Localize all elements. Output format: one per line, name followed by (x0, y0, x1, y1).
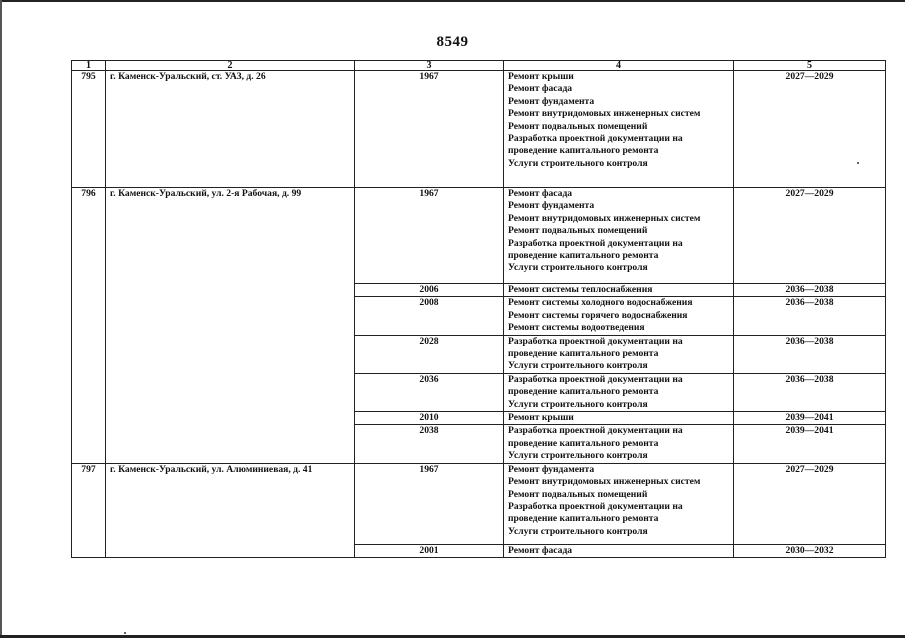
table-body (72, 71, 886, 558)
row-number-cell (72, 284, 106, 297)
works-cell (504, 297, 734, 335)
work-item: проведение капитального ремонта (508, 145, 659, 157)
period-cell: 2027—2029 (734, 71, 886, 188)
row-number-cell: 796 (72, 188, 106, 284)
work-item: Ремонт подвальных помещений (508, 225, 648, 237)
work-item: проведение капитального ремонта (508, 437, 659, 449)
work-item: Ремонт фасада (508, 188, 573, 199)
work-item: Ремонт фундамента (508, 463, 595, 475)
period-cell: 2036—2038 (734, 373, 886, 411)
period-cell: 2030—2032 (734, 544, 886, 557)
work-item: Разработка проектной документации на (508, 335, 683, 347)
work-item: Услуги строительного контроля (508, 450, 648, 462)
address-cell (106, 335, 355, 373)
scan-speck (857, 162, 859, 164)
row-number-cell (72, 297, 106, 335)
year-cell: 2008 (355, 297, 504, 335)
row-number-cell (72, 335, 106, 373)
row-number-cell: 795 (72, 71, 106, 188)
table-row (72, 373, 886, 411)
works-cell (504, 284, 734, 297)
year-cell: 1967 (355, 188, 504, 284)
address-cell: г. Каменск-Уральский, ул. 2-я Рабочая, д. 99 (106, 188, 355, 284)
work-item: Разработка проектной документации на (508, 237, 683, 249)
work-item: проведение капитального ремонта (508, 348, 659, 360)
works-cell (504, 373, 734, 411)
work-item: Разработка проектной документации на (508, 425, 683, 437)
work-item: Услуги строительного контроля (508, 398, 648, 410)
column-number-row (72, 61, 886, 71)
work-item: Услуги строительного контроля (508, 360, 648, 372)
column-header: 2 (106, 61, 355, 71)
row-number-cell (72, 412, 106, 425)
work-item: проведение капитального ремонта (508, 386, 659, 398)
year-cell: 2038 (355, 425, 504, 463)
address-cell: г. Каменск-Уральский, ул. Алюминиевая, д. 41 (106, 463, 355, 544)
year-cell: 2001 (355, 544, 504, 557)
year-cell: 2028 (355, 335, 504, 373)
period-cell: 2036—2038 (734, 297, 886, 335)
scan-border-top (2, 0, 905, 2)
work-item: Ремонт крыши (508, 412, 574, 424)
works-cell (504, 412, 734, 425)
year-cell: 2006 (355, 284, 504, 297)
scan-border-bottom (0, 635, 905, 638)
work-item: Ремонт крыши (508, 71, 574, 82)
address-cell (106, 544, 355, 557)
table-row (72, 463, 886, 544)
year-cell: 1967 (355, 71, 504, 188)
table-row (72, 412, 886, 425)
period-cell: 2027—2029 (734, 463, 886, 544)
row-number-cell (72, 425, 106, 463)
table-row (72, 188, 886, 284)
work-item: Ремонт системы горячего водоснабжения (508, 309, 688, 321)
work-item: проведение капитального ремонта (508, 250, 659, 262)
address-cell (106, 284, 355, 297)
work-item: Ремонт фундамента (508, 95, 595, 107)
work-item: Ремонт системы теплоснабжения (508, 284, 653, 295)
work-item: Ремонт внутридомовых инженерных систем (508, 212, 701, 224)
work-item: Разработка проектной документации на (508, 133, 683, 145)
work-item: проведение капитального ремонта (508, 513, 659, 525)
works-cell (504, 188, 734, 284)
work-item: Разработка проектной документации на (508, 373, 683, 385)
column-header: 3 (355, 61, 504, 71)
row-number-cell: 797 (72, 463, 106, 544)
period-cell: 2027—2029 (734, 188, 886, 284)
work-item: Ремонт системы водоотведения (508, 322, 645, 334)
scan-border-left (0, 0, 2, 638)
repair-schedule-table (71, 60, 886, 558)
row-number-cell (72, 373, 106, 411)
address-cell (106, 412, 355, 425)
address-cell (106, 373, 355, 411)
work-item: Ремонт фундамента (508, 200, 595, 212)
address-cell (106, 297, 355, 335)
works-cell (504, 335, 734, 373)
period-cell: 2036—2038 (734, 335, 886, 373)
work-item: Ремонт подвальных помещений (508, 120, 648, 132)
table-row (72, 544, 886, 557)
work-item: Разработка проектной документации на (508, 500, 683, 512)
table-row (72, 297, 886, 335)
page-number: 8549 (436, 34, 469, 50)
table-row (72, 335, 886, 373)
period-cell: 2039—2041 (734, 412, 886, 425)
work-item: Ремонт системы холодного водоснабжения (508, 297, 693, 309)
work-item: Ремонт подвальных помещений (508, 488, 648, 500)
row-number-cell (72, 544, 106, 557)
table-row (72, 425, 886, 463)
work-item: Услуги строительного контроля (508, 525, 648, 537)
column-header: 1 (72, 61, 106, 71)
column-header: 5 (734, 61, 886, 71)
work-item: Ремонт внутридомовых инженерных систем (508, 108, 701, 120)
period-cell: 2039—2041 (734, 425, 886, 463)
work-item: Ремонт фасада (508, 83, 573, 95)
works-cell (504, 544, 734, 557)
column-header: 4 (504, 61, 734, 71)
address-cell: г. Каменск-Уральский, ст. УАЗ, д. 26 (106, 71, 355, 188)
table-row (72, 71, 886, 188)
scan-speck (124, 632, 126, 634)
work-item: Услуги строительного контроля (508, 262, 648, 274)
year-cell: 1967 (355, 463, 504, 544)
table-row (72, 284, 886, 297)
work-item: Ремонт фасада (508, 544, 573, 556)
work-item: Услуги строительного контроля (508, 157, 648, 169)
period-cell: 2036—2038 (734, 284, 886, 297)
works-cell (504, 71, 734, 188)
year-cell: 2036 (355, 373, 504, 411)
works-cell (504, 425, 734, 463)
address-cell (106, 425, 355, 463)
work-item: Ремонт внутридомовых инженерных систем (508, 476, 701, 488)
works-cell (504, 463, 734, 544)
year-cell: 2010 (355, 412, 504, 425)
